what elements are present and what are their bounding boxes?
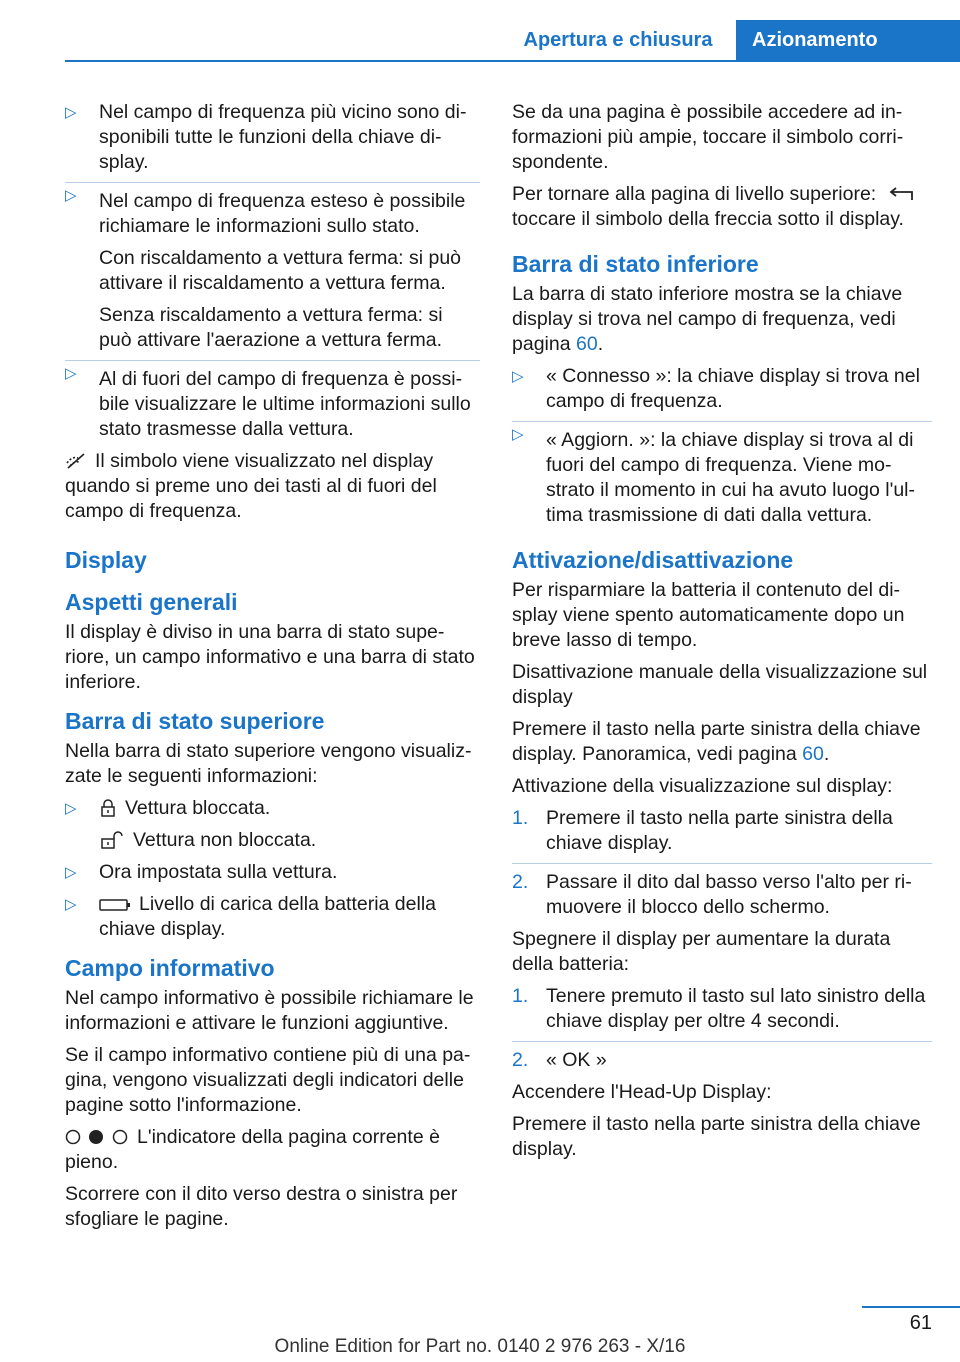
list-item: ▷ Livello di carica della batteria della chiave display. (65, 892, 480, 942)
heading-display: Display (65, 547, 147, 573)
page-number: 61 (909, 1312, 932, 1334)
page-header (0, 0, 960, 62)
section-tab[interactable]: Apertura e chiusura (523, 28, 713, 51)
footer-rule (862, 1306, 960, 1308)
lock-open-icon (99, 831, 125, 849)
lock-closed-icon (99, 799, 117, 817)
list-item: ▷ « Aggiorn. »: la chiave display si trova al di fuori del campo di frequenza. Viene mostrato il momento in cui ha avuto luogo l'ultima trasmissione di dati dalla vettura. (512, 421, 932, 528)
list-item: 2. Passare il dito dal basso verso l'alto per rimuovere il blocco dello schermo. (512, 863, 932, 920)
heading-barra-sup: Barra di stato superiore (65, 708, 325, 734)
back-note: Per tornare alla pagina di livello superiore: toccare il simbolo della freccia sotto il display. (512, 182, 932, 232)
page-link[interactable]: 60 (802, 743, 824, 765)
page-indicator-dots-icon (65, 1128, 129, 1146)
heading-barra-inf: Barra di stato inferiore (512, 251, 759, 277)
list-item: 1. Tenere premuto il tasto sul lato sinistro della chiave display per oltre 4 secondi. (512, 985, 926, 1032)
list-item: ▷ Al di fuori del campo di frequenza è possibile visualizzare le ultime informazioni sullo stato trasmesse dalla vettura. (65, 360, 480, 442)
list-item: ▷ Nel campo di frequenza più vicino sono disponibili tutte le funzioni della chiave display. (65, 100, 480, 175)
list-item: ▷ « Connesso »: la chiave display si trova nel campo di frequenza. (512, 364, 932, 414)
no-signal-icon (65, 452, 87, 470)
header-rule (65, 60, 960, 62)
edition-note: Online Edition for Part no. 0140 2 976 263 - X/16 (274, 1336, 686, 1357)
heading-campo: Campo informativo (65, 955, 275, 981)
battery-icon (99, 897, 131, 913)
chapter-tab[interactable]: Azionamento (736, 20, 960, 60)
list-item: ▷ Vettura bloccata. Vettura non bloccata. (65, 796, 480, 853)
page-indicator-note: L'indicatore della pagina corrente è pieno. (65, 1126, 440, 1173)
list-item: ▷ Nel campo di frequenza esteso è possibile richiamare le informazioni sullo stato. Con riscaldamento a vettura ferma: si può attivare il riscaldamento a vettura ferma. Senza riscaldamento a vettura ferma: si può attivare l'aerazione a vettura ferma. (65, 182, 480, 353)
list-item: 2. « OK » (512, 1041, 932, 1073)
back-arrow-icon (888, 185, 918, 203)
heading-aspetti: Aspetti generali (65, 589, 238, 615)
left-column: ▷ Nel campo di frequenza più vicino sono disponibili tutte le funzioni della chiave display. ▷ Nel campo di frequenza esteso è possibile richiamare le informazioni sullo stato. Con riscaldamento a vettura ferma: si può attivare il riscaldamento a vettura ferma. Senza riscaldamento a vettura ferma: si può attivare l'aerazione a vettura ferma. ▷ Al di fuori del campo di frequenza è possibile visualizzare le ultime informazioni sullo stato trasmesse dalla vettura. Il simbolo viene visualizzato nel display quando si preme uno dei tasti al di fuori del campo di frequenza. Display Aspetti generali Il display è diviso in una barra di stato superiore, un campo informativo e una barra di stato inferiore. Barra di stato superiore Nella barra di stato superiore vengono visualizzate le seguenti informazioni: ▷ Vettura bloccata. Vettura non bloccata. ▷ Ora impostata sulla vettura. ▷ Livello di carica della batteria della chiave display. Campo informativo Nel campo informativo è possibile richiamare le informazioni e attivare le funzioni aggiuntive. Se il campo informativo contiene più di una pagina, vengono visualizzati degli indicatori delle pagine sotto l'informazione. L'indicatore della pagina corrente è pieno. Scorrere con il dito verso destra o sinistra per sfogliare le pagine. (65, 100, 480, 1239)
list-item: 1. Premere il tasto nella parte sinistra della chiave display. (512, 807, 893, 854)
symbol-note: Il simbolo viene visualizzato nel display quando si preme uno dei tasti al di fuori del campo di frequenza. (65, 450, 437, 522)
right-column: Se da una pagina è possibile accedere ad informazioni più ampie, toccare il simbolo corrispondente. Per tornare alla pagina di livello superiore: toccare il simbolo della freccia sotto il display. Barra di stato inferiore La barra di stato inferiore mostra se la chiave display si trova nel campo di frequenza, vedi pagina 60. ▷ « Connesso »: la chiave display si trova nel campo di frequenza. ▷ « Aggiorn. »: la chiave display si trova al di fuori del campo di frequenza. Viene mostrato il momento in cui ha avuto luogo l'ultima trasmissione di dati dalla vettura. Attivazione/disattivazione Per risparmiare la batteria il contenuto del display viene spento automaticamente dopo un breve lasso di tempo. Disattivazione manuale della visualizzazione sul display Premere il tasto nella parte sinistra della chiave display. Panoramica, vedi pagina 60. Attivazione della visualizzazione sul display: 1. Premere il tasto nella parte sinistra della chiave display. 2. Passare il dito dal basso verso l'alto per rimuovere il blocco dello schermo. Spegnere il display per aumentare la durata della batteria: 1. Tenere premuto il tasto sul lato sinistro della chiave display per oltre 4 secondi. 2. « OK » Accendere l'Head-Up Display: Premere il tasto nella parte sinistra della chiave display. (512, 100, 932, 1169)
page-link[interactable]: 60 (575, 333, 598, 355)
heading-attiv: Attivazione/disattivazione (512, 547, 794, 573)
list-item: ▷ Ora impostata sulla vettura. (65, 860, 480, 885)
